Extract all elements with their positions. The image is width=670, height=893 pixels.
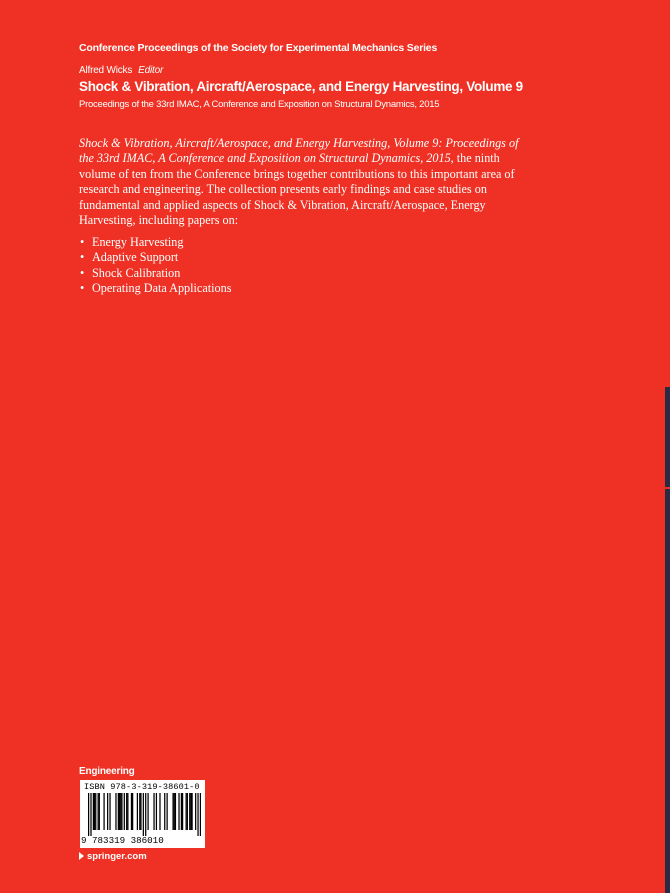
barcode-bar <box>197 793 198 836</box>
barcode-bar <box>175 793 176 830</box>
topic-label: Operating Data Applications <box>92 281 232 296</box>
barcode-bar <box>107 793 108 830</box>
book-subtitle: Proceedings of the 33rd IMAC, A Conference and Exposition on Structural Dynamics, 2015 <box>79 99 440 110</box>
barcode-bar <box>109 793 110 830</box>
barcode-bar <box>167 793 168 830</box>
editor-line <box>79 65 163 76</box>
barcode-bar <box>140 793 141 830</box>
bullet-icon: • <box>80 235 85 249</box>
bullet-icon: • <box>80 281 85 296</box>
barcode-bar <box>182 793 183 830</box>
barcode-bar <box>132 793 133 830</box>
barcode-bar <box>143 793 144 836</box>
barcode-bar <box>187 793 188 830</box>
barcode-bar <box>137 793 138 830</box>
barcode-bar <box>95 793 96 830</box>
barcode-bar <box>156 793 157 830</box>
barcode-bar <box>103 793 104 830</box>
editor-role: Editor <box>138 65 164 76</box>
publisher-link[interactable] <box>79 851 147 862</box>
barcode-bar <box>93 793 94 830</box>
barcode-bar <box>178 793 179 830</box>
topic-list <box>79 235 231 297</box>
topic-label: Adaptive Support <box>92 250 179 265</box>
barcode-bar <box>190 793 191 830</box>
barcode-bar <box>88 793 89 836</box>
description-body: the ninth volume of ten from the Conference brings together contributions to this important area of research and engineering. The collection presents early findings and case studies on fundamental and applied aspects of Shock & Vibration, Aircraft/Aerospace, Energy Harvesting, including papers on: <box>79 151 515 228</box>
barcode-bar <box>147 793 148 830</box>
arrow-right-icon <box>79 852 84 860</box>
barcode-bar <box>139 793 140 830</box>
barcode-bar <box>115 793 116 830</box>
list-item <box>79 250 231 265</box>
topic-label: Shock Calibration <box>92 265 181 280</box>
barcode-bar <box>118 793 119 830</box>
barcode-bar <box>189 793 190 830</box>
barcode-bar <box>124 793 125 830</box>
barcode-bar <box>164 793 165 830</box>
series-title: Conference Proceedings of the Society for Experimental Mechanics Series <box>79 42 438 54</box>
publisher-url: springer.com <box>87 851 147 862</box>
barcode-bar <box>195 793 196 830</box>
bullet-icon: • <box>80 250 85 265</box>
bullet-icon: • <box>80 265 85 280</box>
list-item <box>79 266 231 281</box>
list-item <box>79 235 231 250</box>
spine-mark <box>665 487 670 489</box>
description-paragraph <box>79 136 519 228</box>
barcode-bar <box>120 793 121 830</box>
barcode-bar <box>181 793 182 830</box>
barcode-bar <box>172 793 173 830</box>
barcode-bar <box>145 793 146 836</box>
spine-edge <box>665 387 670 893</box>
barcode-bar <box>186 793 187 830</box>
isbn-label: ISBN 978-3-319-38601-0 <box>84 782 200 792</box>
description <box>79 136 519 228</box>
editor-name: Alfred Wicks <box>79 65 133 76</box>
barcode-bar <box>159 793 160 830</box>
list-item <box>79 281 231 296</box>
isbn-barcode <box>80 780 205 848</box>
barcode-bar <box>153 793 154 830</box>
barcode-digits: 9 783319 386010 <box>81 835 164 846</box>
barcode-bar <box>131 793 132 830</box>
barcode-bar <box>200 793 201 836</box>
book-title: Shock & Vibration, Aircraft/Aerospace, and Energy Harvesting, Volume 9 <box>79 79 523 94</box>
barcode-bar <box>127 793 128 830</box>
barcode-bars <box>88 793 201 836</box>
barcode-bar <box>99 793 100 830</box>
barcode-bar <box>119 793 120 830</box>
barcode-bar <box>191 793 192 830</box>
barcode-bar <box>90 793 91 836</box>
description-italic: Shock & Vibration, Aircraft/Aerospace, and Energy Harvesting, Volume 9: Proceedings of the 33rd IMAC, A Conference and Exposition on Structural Dynamics, 2015, <box>79 136 519 166</box>
barcode-bar <box>94 793 95 830</box>
subject-category: Engineering <box>79 766 135 777</box>
barcode-bar <box>174 793 175 830</box>
barcode-bar <box>121 793 122 830</box>
topic-label: Energy Harvesting <box>92 235 184 249</box>
barcode-bar <box>126 793 127 830</box>
barcode-bar <box>98 793 99 830</box>
